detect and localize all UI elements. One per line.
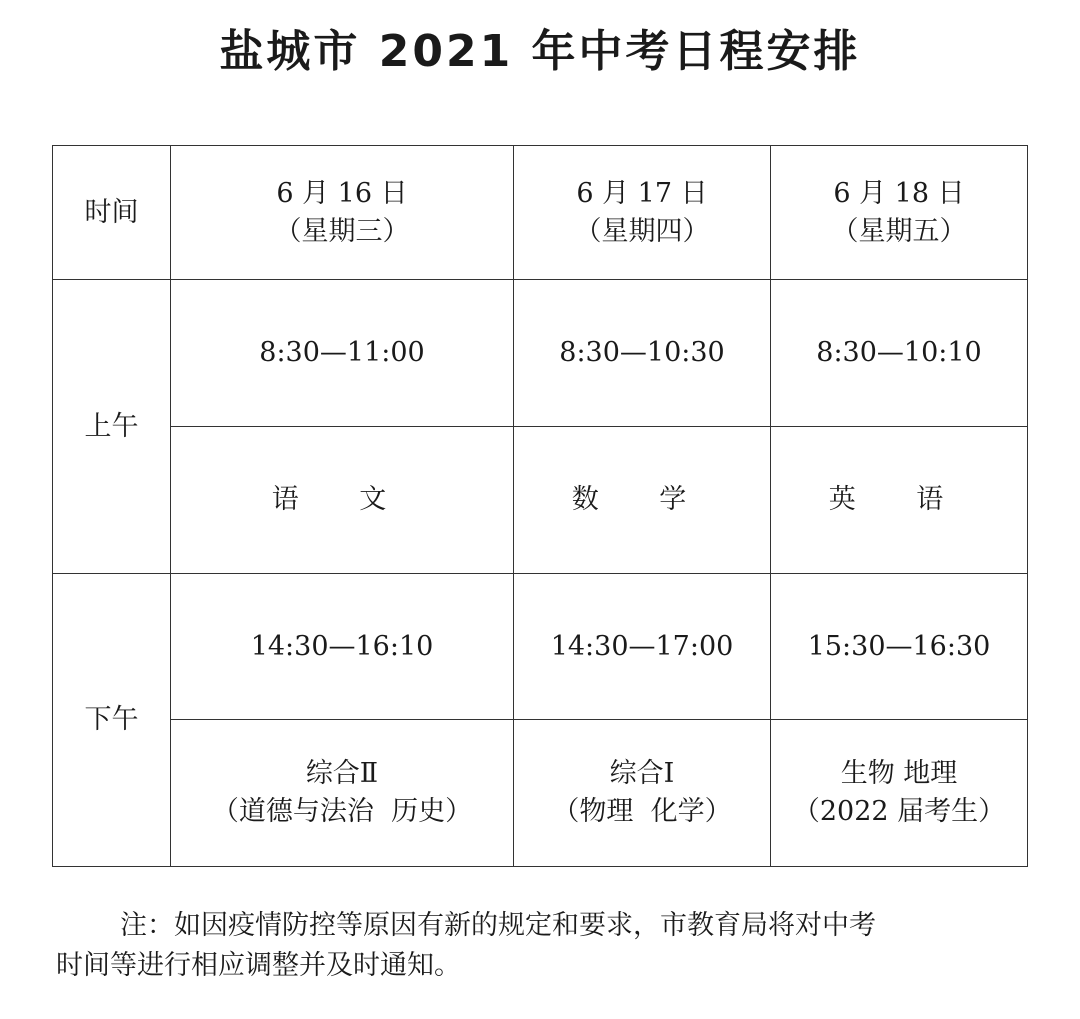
subject-cell: 语 文 [171, 427, 514, 574]
time-cell: 8:30—10:10 [771, 280, 1028, 427]
subject-detail: （道德与法治 历史） [211, 796, 473, 827]
day-weekday: （星期四） [574, 215, 710, 247]
page-title: 盐城市 2021 年中考日程安排 [219, 26, 861, 77]
footnote-line: 注：如因疫情防控等原因有新的规定和要求，市教育局将对中考 [120, 910, 876, 941]
time-cell: 15:30—16:30 [771, 574, 1028, 720]
subject-detail: （物理 化学） [552, 796, 732, 827]
morning-subject-row [53, 427, 1028, 574]
morning-time-row [53, 280, 1028, 427]
period-label-cell [53, 280, 171, 574]
day-weekday: （星期五） [831, 215, 967, 247]
day-date: 6 月 16 日 [276, 177, 408, 209]
header-corner-cell [53, 146, 171, 280]
subject-title: 综合Ⅰ [609, 758, 675, 789]
afternoon-subject-row [53, 720, 1028, 867]
day-weekday: （星期三） [274, 215, 410, 247]
time-header: 时间 [84, 196, 139, 228]
subject-title: 生物 地理 [840, 758, 958, 789]
header-row [53, 146, 1028, 280]
footnote [56, 906, 1026, 986]
footnote-line: 时间等进行相应调整并及时通知。 [56, 950, 461, 981]
subject-cell: 数 学 [514, 427, 771, 574]
day-date: 6 月 17 日 [576, 177, 708, 209]
day-header-cell [771, 146, 1028, 280]
subject-cell [171, 720, 514, 867]
time-cell: 14:30—16:10 [171, 574, 514, 720]
time-cell: 14:30—17:00 [514, 574, 771, 720]
exam-schedule-table [52, 145, 1028, 867]
subject-cell: 英 语 [771, 427, 1028, 574]
subject-cell [771, 720, 1028, 867]
day-date: 6 月 18 日 [833, 177, 965, 209]
subject-detail: （2022 届考生） [792, 796, 1006, 827]
afternoon-time-row [53, 574, 1028, 720]
morning-label: 上午 [84, 410, 139, 442]
day-header-cell [171, 146, 514, 280]
day-header-cell [514, 146, 771, 280]
time-cell: 8:30—11:00 [171, 280, 514, 427]
subject-cell [514, 720, 771, 867]
time-cell: 8:30—10:30 [514, 280, 771, 427]
subject-title: 综合Ⅱ [305, 758, 379, 789]
period-label-cell [53, 574, 171, 867]
afternoon-label: 下午 [84, 704, 139, 735]
